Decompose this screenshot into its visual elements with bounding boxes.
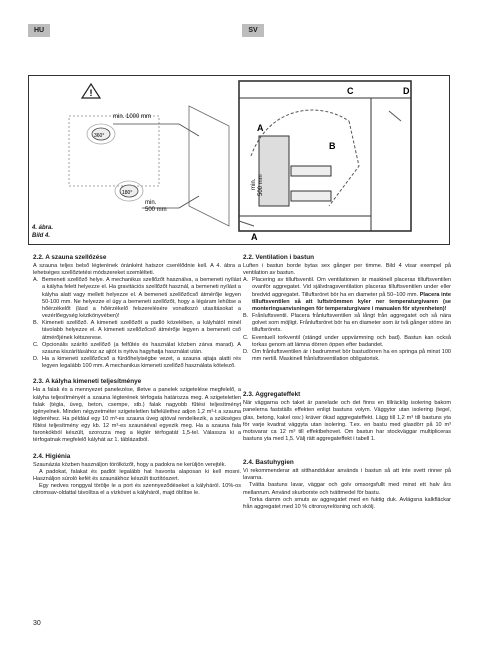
hu-hygiene-p2: A padokat, falakat és padlót legalább hat havonta alaposan ki kell mosni. Használjon súroló kefét és szaunákhoz készült tisztítószert.: [33, 468, 241, 482]
list-key: B.: [33, 320, 39, 327]
sauna-section-sketch: [239, 81, 411, 231]
hu-heater-output-body: Ha a falak és a mennyezet panelezése, illetve a panelek szigetelése megfelelő, a kályha teljesítményét a szauna légterének térfogata határozza meg. A szigeteletlen falak (tégla, üveg, beton, csempe, stb.) falak nagyobb fűtési teljesítményt igényelnek. Minden négyzetméter szigeteletlen falfelülethez adjon 1,2 m³-t a szauna légteréhez. Ha például egy 10 m³-es szauna üveg ajtóval rendelkezik, a szükséges fűtési teljesítmény egy kb. 12 m³-es szaunáéval egyezik meg. Ha a szauna fala faronkókból készült, szorozza meg a légtér térfogatát 1,5-tel. Válassza ki a térfogatnak megfelelő kályhát az 1. táblázatból.: [33, 387, 241, 444]
list-text: Ha a kimeneti szellőzőcső a fürdőhelyiségbe vezet, a szauna ajtaja alatti rés legyen legalább 100 mm. A mechanikus kimeneti szellőző használata kötelező.: [42, 356, 241, 370]
dim-right-label-2: 500 mm: [258, 174, 264, 196]
label-d: D: [403, 86, 410, 96]
list-item: [243, 277, 451, 313]
list-key: D.: [33, 356, 39, 363]
hu-hygiene-p1: Szaunázás közben használjon törölközőt, hogy a padokra ne kerüljön verejték.: [33, 461, 227, 468]
list-text-bold: Placera inte tilluftsventilen så att luftströmmen kyler ner temperaturgivaren (se monteringsanvisningen för temperaturgivare i manualen för styrenheten)!: [252, 291, 451, 312]
language-tab-sv: SV: [242, 24, 264, 37]
sv-heater-output-heading: 2.3. Aggregateffekt: [243, 391, 301, 399]
angle-label-2: 180°: [122, 190, 133, 196]
hu-ventilation-intro: A szauna teljes belső légterének óránként hatszor cserélődnie kell. A 4. ábra a lehetséges szellőztetési módszereket szemlélteti.: [33, 263, 241, 277]
hu-ventilation-heading: 2.2. A szauna szellőzése: [33, 254, 107, 261]
caption-hu: 4. ábra.: [32, 225, 54, 231]
list-text: Frånluftsventil. Placera frånluftsventilen så långt från aggregatet och så nära golvet som möjligt. Frånluftsröret bör ha en diameter som är två gånger större än tilluftsrörets.: [252, 313, 451, 334]
label-c: C: [347, 86, 354, 96]
sv-ventilation-list: [243, 277, 451, 363]
sv-hygiene-p2: Tvätta bastuns lavar, väggar och golv omsorgsfullt med minst ett halv års mellanrum. Använd skurborste och tvättmedel för bastu.: [243, 482, 451, 496]
list-key: A.: [33, 277, 39, 284]
dim-bottom-label-1: min.: [145, 200, 157, 206]
list-text: Bemeneti szellőző helye. A mechanikus szellőzőt használva, a bemeneti nyílást a kályha felett helyezze el. Ha gravitációs szellőzőt használ, a bemeneti nyílást a kályha alatt vagy mellett helyezze el. A bemeneti szellőzőcső átmérője legyen 50-100 mm. Ne helyezze el úgy a bemeneti szellőzőt, hogy a légáram lehűtse a hőérzékelőt (lásd a hőérzékelő felszerelésére vonatkozó utasításokat a vezérlőegység kézikönyvében)!: [42, 277, 241, 320]
hu-hygiene-heading: 2.4. Higiénia: [33, 452, 71, 460]
label-a-bottom: A: [251, 232, 258, 242]
sv-ventilation-heading: 2.2. Ventilation i bastun: [243, 254, 315, 261]
hu-heater-output-heading: 2.3. A kályha kimeneti teljesítménye: [33, 378, 142, 386]
list-key: B.: [243, 313, 249, 320]
label-b: B: [329, 141, 336, 151]
sv-heater-output-body: När väggarna och taket är panelade och det finns en tillräcklig isolering bakom panelerna fastställs effekten enligt bastuns volym. Väggytor utan isolering (tegel, glas, betong, kakel osv.) kräver ökad aggregateffekt. Lägg till 1,2 m³ till bastuns yta för varje kvadrat väggyta utan isolering. T.ex. en bastu med glasdörr på 10 m³ motsvarar ca 12 m³ till effektbehovet. Om bastun har stockväggar multipliceras bastuns yta med 1,5. Välj rätt aggregateffekt i tabell 1.: [243, 400, 451, 442]
column-swedish: [243, 254, 451, 511]
angle-label-1: 360°: [94, 133, 105, 139]
ventilation-diagram: [29, 76, 449, 244]
list-text: Eventuell torkventil (stängd under uppvärmning och bad). Bastun kan också torkas genom att lämna dörren öppen efter badandet.: [252, 334, 451, 348]
dim-top-label: min. 1000 mm: [113, 114, 152, 120]
dim-right-label-1: min.: [251, 178, 257, 190]
caption-sv: Bild 4.: [32, 233, 51, 239]
column-hungarian: [33, 254, 241, 497]
sv-hygiene-p1: Vi rekommenderar att sitthanddukar används i bastun så att inte svett rinner på lavarna.: [243, 468, 451, 482]
list-item: [33, 277, 241, 320]
svg-text:!: !: [89, 88, 93, 98]
list-item: [243, 349, 451, 363]
dim-bottom-label-2: 500 mm: [145, 207, 167, 213]
list-item: [243, 313, 451, 334]
list-key: D.: [243, 348, 249, 355]
list-key: A.: [243, 277, 249, 284]
list-key: C.: [33, 341, 39, 348]
sv-hygiene-p3: Torka damm och smuts av aggregatet med en fuktig duk. Avlägsna kalkfläckar från aggregatet med 10 % citronsyrelösning och skölj.: [243, 496, 451, 510]
page-number: 30: [33, 620, 41, 627]
label-a-top: A: [257, 123, 264, 133]
ventilation-figure: [28, 75, 450, 245]
list-item: [33, 356, 241, 370]
sv-ventilation-intro: Luften i bastun borde bytas sex gånger per timme. Bild 4 visar exempel på ventilation av bastun.: [243, 263, 451, 277]
sv-hygiene-heading: 2.4. Bastuhygien: [243, 459, 294, 467]
list-item: [33, 342, 241, 356]
warning-icon: [82, 84, 100, 98]
list-text: Opcionális szárító szellőző (a felfűtés és használat közben zárva marad). A szauna kiszárításához az ajtót is nyitva hagyhatja használat után.: [42, 341, 241, 355]
list-item: [243, 335, 451, 349]
list-key: C.: [243, 334, 249, 341]
language-tab-hu: HU: [28, 24, 50, 37]
hu-ventilation-list: [33, 277, 241, 370]
list-text: Kimeneti szellőző. A kimeneti szellőzőt a padló közelében, a kályhától minél távolabb helyezze el. A kimeneti szellőzőcső átmérője legyen a bemeneti cső átmérőjének kétszerese.: [42, 320, 241, 341]
list-text: Om frånluftsventilen är i badrummet bör bastudörren ha en springa på minst 100 mm nertill. Maskinell frånluftsventilation obligatorisk.: [252, 348, 451, 363]
figure-caption: [32, 224, 53, 240]
list-text-plain: Placering av tilluftsventil. Om ventilationen är maskinell placeras tilluftsventilen ovanför aggregatet. Vid självdragsventilation placeras tilluftsventilen under eller bredvid aggregatet. Tilluftsröret bör ha en diameter på 50–100 mm.: [252, 277, 451, 298]
hu-hygiene-p3: Egy nedves ronggyal törölje le a port és szennyeződéseket a kályháról. 10%-os citromsav-oldattal távolítsa el a vízkövet a kályháról, majd öblítse le.: [33, 483, 241, 497]
list-item: [33, 320, 241, 341]
list-text: [252, 277, 451, 313]
